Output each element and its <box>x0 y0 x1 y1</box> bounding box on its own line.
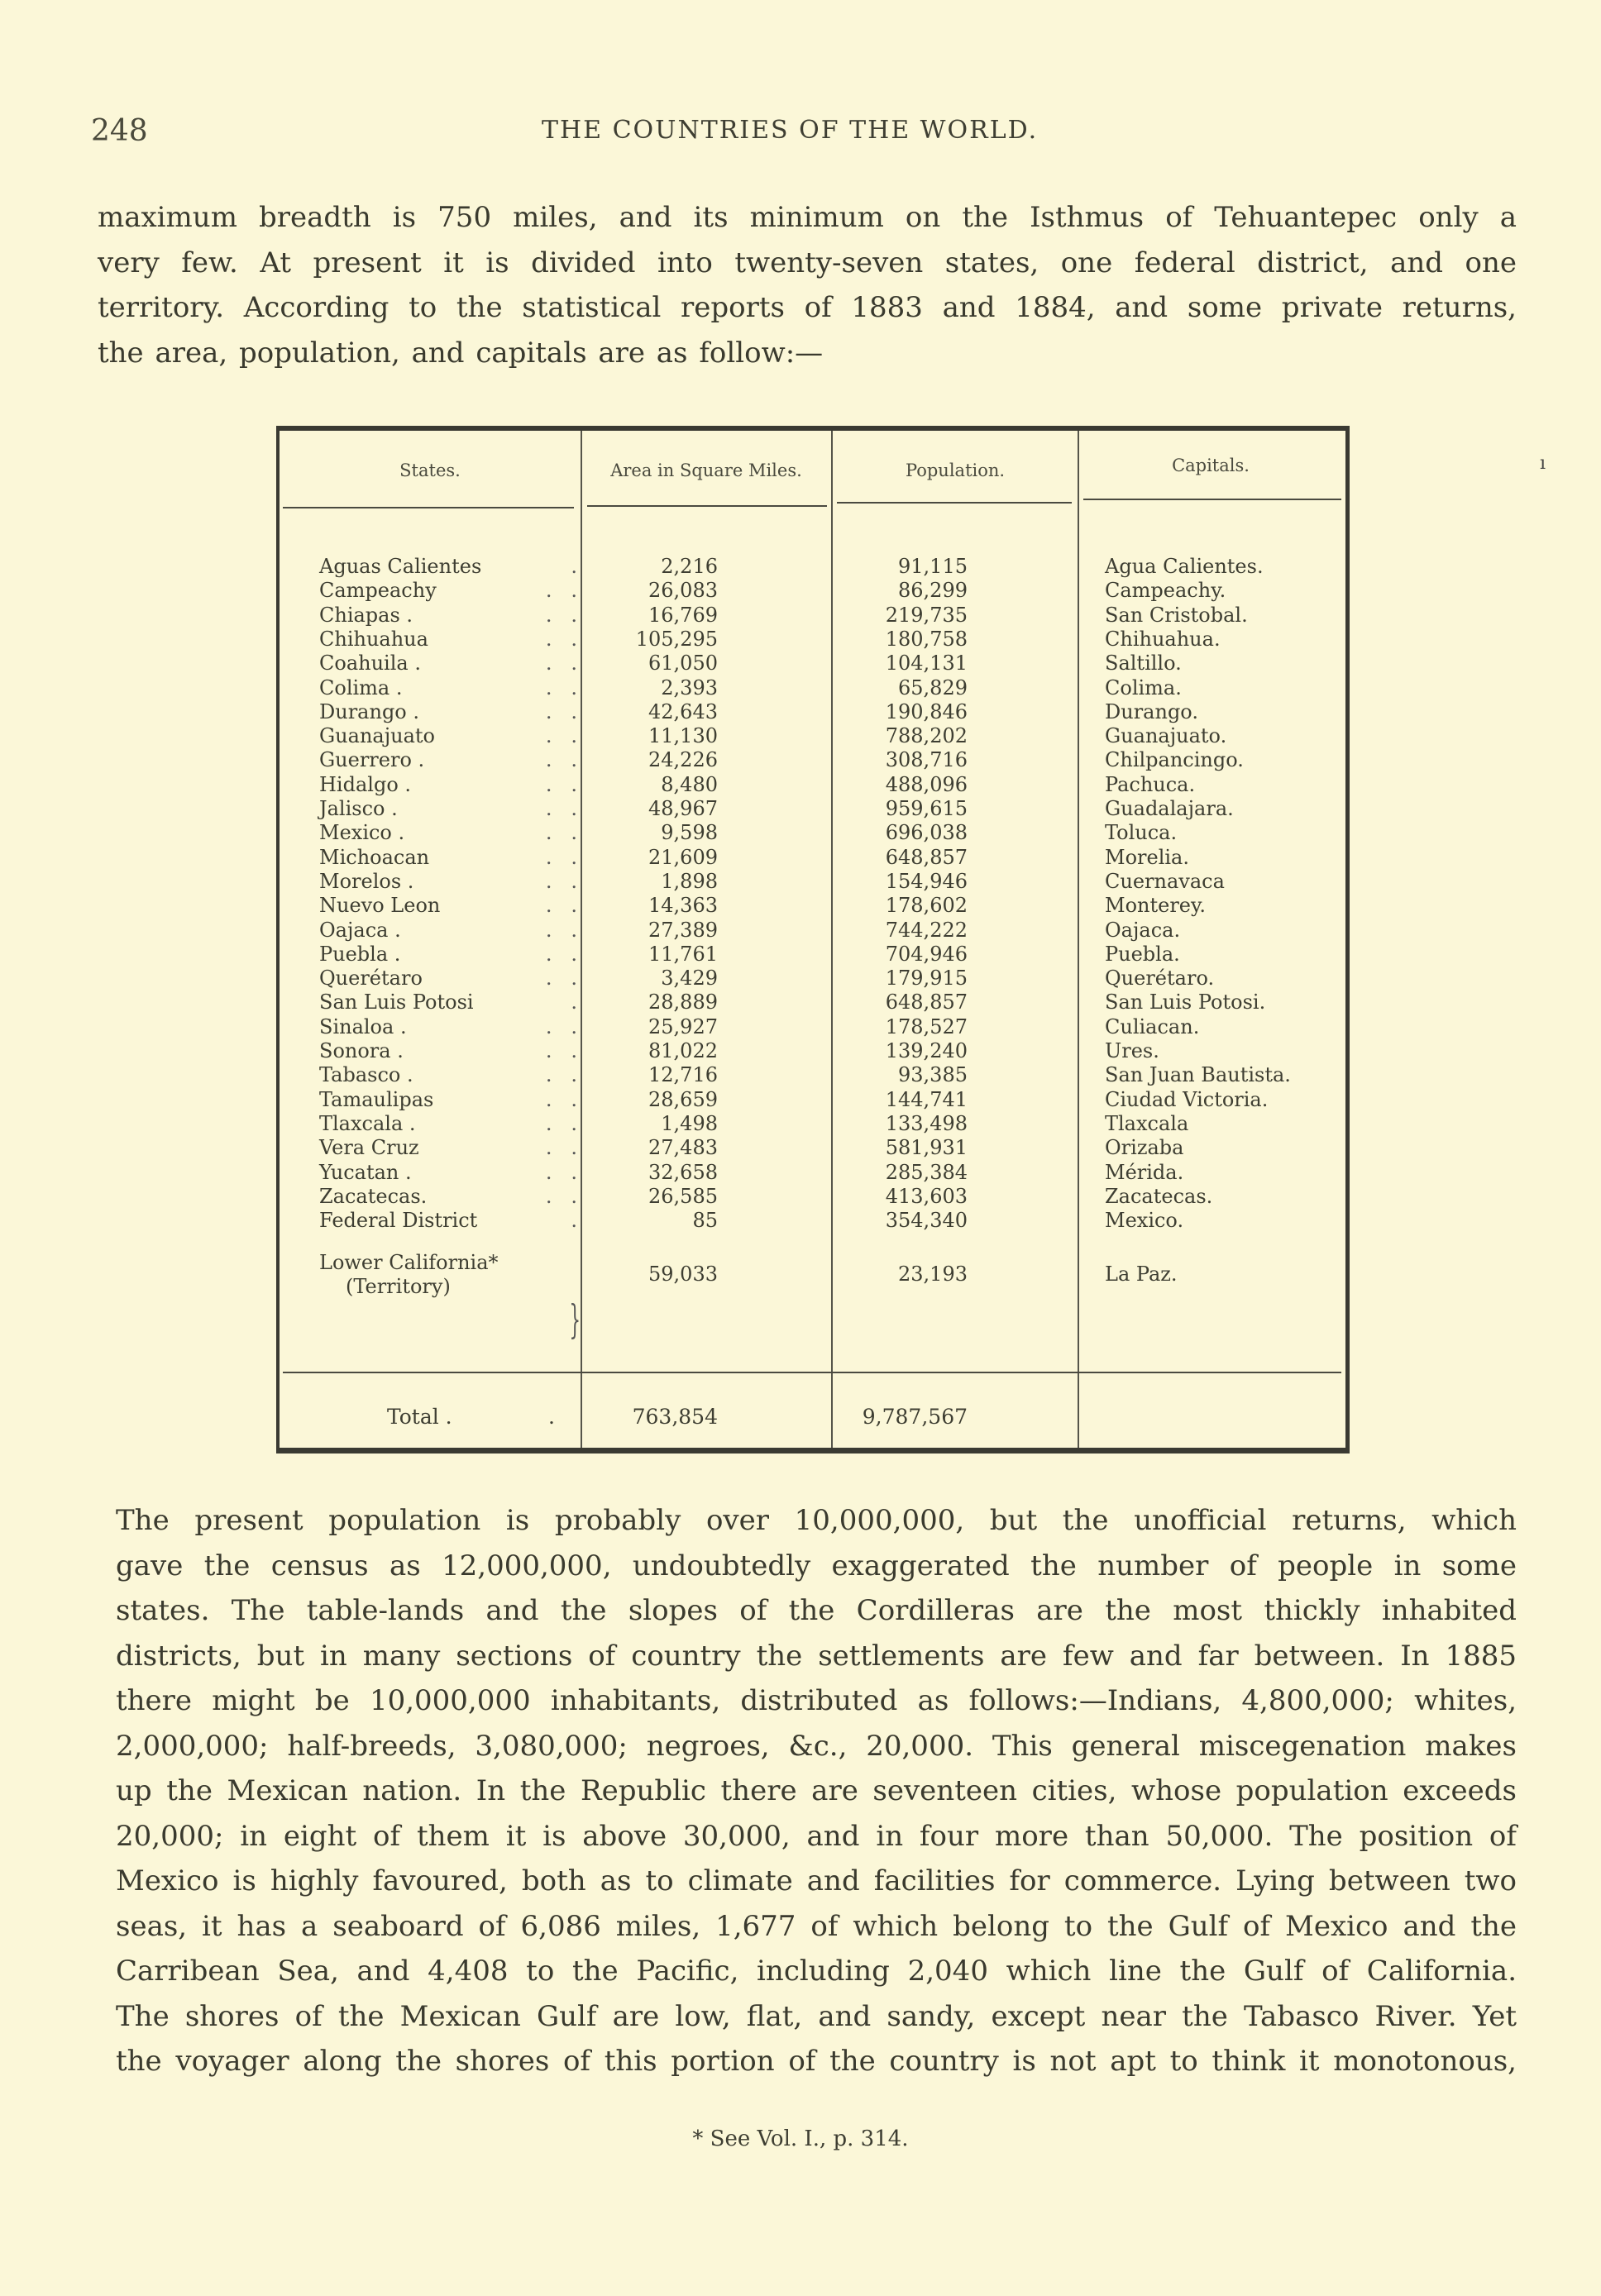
capital-name: Colima. <box>1105 675 1182 699</box>
area-value: 21,609 <box>648 845 718 869</box>
area-value: 81,022 <box>648 1039 718 1062</box>
header-population: Population. <box>905 461 1006 480</box>
table-row <box>280 1185 1345 1209</box>
state-name: Michoacan <box>319 845 430 869</box>
text-line: The present population is probably over 10,000,000, but the unofficial returns, which <box>116 1504 1517 1537</box>
state-name: Yucatan . <box>319 1160 412 1184</box>
population-paragraph <box>98 1498 1517 2084</box>
capital-name: Querétaro. <box>1105 967 1215 990</box>
leader-dots: . . <box>545 1087 577 1111</box>
text-line: districts, but in many sections of country the settlements are few and far between. In 1885 <box>116 1639 1517 1673</box>
table-row-total <box>280 1405 1345 1433</box>
population-value: 285,384 <box>885 1160 968 1184</box>
leader-dots: . . <box>545 869 577 893</box>
leader-dots: . . <box>545 1039 577 1062</box>
population-value: 93,385 <box>898 1063 968 1087</box>
population-value: 308,716 <box>885 748 968 772</box>
state-name: Tabasco . <box>319 1063 413 1087</box>
leader-dots: . . <box>545 1111 577 1135</box>
area-value: 85 <box>692 1209 718 1233</box>
population-value: 139,240 <box>885 1039 968 1062</box>
state-name: Hidalgo . <box>319 772 412 796</box>
table-row <box>280 894 1345 918</box>
state-name: Tlaxcala . <box>319 1111 416 1135</box>
leader-dots: . <box>571 555 577 578</box>
text-line: 2,000,000; half-breeds, 3,080,000; negroes, &c., 20,000. This general miscegenation makes <box>116 1729 1517 1763</box>
table-row <box>280 724 1345 748</box>
population-value: 190,846 <box>885 699 968 723</box>
capital-name: Puebla. <box>1105 942 1180 966</box>
table-row-territory <box>280 1251 1345 1286</box>
leader-dots: . . <box>545 652 577 675</box>
area-value: 26,083 <box>648 579 718 603</box>
table-row <box>280 1063 1345 1087</box>
table-row <box>280 773 1345 797</box>
total-area: 763,854 <box>632 1405 718 1429</box>
table-row <box>280 919 1345 943</box>
capital-name: Saltillo. <box>1105 652 1182 675</box>
leader-dots: . . <box>545 1014 577 1038</box>
state-name: Zacatecas. <box>319 1184 428 1208</box>
text-line: the area, population, and capitals are as follow:— <box>98 336 824 370</box>
states-table <box>276 426 1350 1453</box>
area-value: 1,898 <box>661 869 718 893</box>
capital-name: Guanajuato. <box>1105 724 1227 748</box>
state-name: Nuevo Leon <box>319 894 441 918</box>
table-row-territory-sub <box>280 1275 1345 1299</box>
table-row <box>280 821 1345 845</box>
header-rule <box>1083 499 1341 500</box>
population-value: 91,115 <box>898 555 968 578</box>
area-value: 2,393 <box>661 675 718 699</box>
leader-dots: . . <box>545 918 577 942</box>
capital-name: Mexico. <box>1105 1209 1184 1233</box>
state-subtitle: (Territory) <box>346 1275 451 1298</box>
table-row <box>280 1015 1345 1039</box>
text-line: territory. According to the statistical reports of 1883 and 1884, and some private returns, <box>98 291 1517 324</box>
leader-dots: . . <box>545 772 577 796</box>
capital-name: Durango. <box>1105 699 1198 723</box>
leader-dots: . . <box>545 1160 577 1184</box>
capital-name: Chilpancingo. <box>1105 748 1244 772</box>
table-row <box>280 652 1345 675</box>
state-name: Tamaulipas <box>319 1087 434 1111</box>
capital-name: San Cristobal. <box>1105 603 1248 627</box>
area-value: 26,585 <box>648 1184 718 1208</box>
text-line: states. The table-lands and the slopes of the Cordilleras are the most thickly inhabited <box>116 1594 1517 1627</box>
population-value: 133,498 <box>885 1111 968 1135</box>
area-value: 16,769 <box>648 603 718 627</box>
leader-dots: . . <box>545 1136 577 1160</box>
brace-icon: } <box>569 1296 581 1343</box>
leader-dots: . . <box>545 821 577 845</box>
table-row <box>280 1088 1345 1112</box>
capital-name: San Juan Bautista. <box>1105 1063 1291 1087</box>
header-rule <box>587 505 827 507</box>
state-name: Vera Cruz <box>319 1136 419 1160</box>
area-value: 11,761 <box>648 942 718 966</box>
header-rule <box>283 507 574 508</box>
header-area: Area in Square Miles. <box>610 461 802 480</box>
header-capitals: Capitals. <box>1172 456 1250 475</box>
state-name: Sonora . <box>319 1039 404 1062</box>
text-line: Carribean Sea, and 4,408 to the Pacific, including 2,040 which line the Gulf of California. <box>116 1955 1517 1988</box>
capital-name: Oajaca. <box>1105 918 1181 942</box>
population-value: 704,946 <box>885 942 968 966</box>
state-name: Durango . <box>319 699 420 723</box>
population-value: 488,096 <box>885 772 968 796</box>
population-value: 744,222 <box>885 918 968 942</box>
table-row <box>280 846 1345 870</box>
population-value: 581,931 <box>885 1136 968 1160</box>
capital-name: Morelia. <box>1105 845 1189 869</box>
state-name: Puebla . <box>319 942 401 966</box>
table-row <box>280 990 1345 1014</box>
capital-name: Zacatecas. <box>1105 1184 1213 1208</box>
population-value: 788,202 <box>885 724 968 748</box>
state-name: Campeachy <box>319 579 437 603</box>
total-dots: . <box>548 1405 555 1429</box>
population-value: 648,857 <box>885 990 968 1014</box>
capital-name: San Luis Potosi. <box>1105 990 1266 1014</box>
capital-name: Orizaba <box>1105 1136 1184 1160</box>
area-value: 12,716 <box>648 1063 718 1087</box>
table-row <box>280 1039 1345 1063</box>
state-name: Chiapas . <box>319 603 413 627</box>
text-line: very few. At present it is divided into twenty-seven states, one federal district, and one <box>98 246 1517 279</box>
table-row <box>280 797 1345 821</box>
state-name: Chihuahua <box>319 627 428 651</box>
total-rule <box>283 1372 1341 1373</box>
table-row <box>280 555 1345 579</box>
area-value: 28,889 <box>648 990 718 1014</box>
table-row <box>280 1112 1345 1136</box>
capital-name: Chihuahua. <box>1105 627 1221 651</box>
area-value: 1,498 <box>661 1111 718 1135</box>
running-head: THE COUNTRIES OF THE WORLD. <box>542 116 1039 145</box>
page-number: 248 <box>91 114 148 148</box>
text-line: The shores of the Mexican Gulf are low, flat, and sandy, except near the Tabasco River. Yet <box>116 1999 1517 2033</box>
leader-dots: . . <box>545 699 577 723</box>
capital-name: Monterey. <box>1105 894 1207 918</box>
capital-name: Toluca. <box>1105 821 1178 845</box>
leader-dots: . . <box>545 748 577 772</box>
text-line: maximum breadth is 750 miles, and its minimum on the Isthmus of Tehuantepec only a <box>98 201 1517 234</box>
state-name: Aguas Calientes <box>319 555 482 578</box>
capital-name: Mérida. <box>1105 1160 1184 1184</box>
leader-dots: . . <box>545 1063 577 1087</box>
state-name: Federal District <box>319 1209 478 1233</box>
state-name: Morelos . <box>319 869 414 893</box>
capital-name: Agua Calientes. <box>1105 555 1264 578</box>
capital-name: Culiacan. <box>1105 1014 1200 1038</box>
state-name: San Luis Potosi <box>319 990 474 1014</box>
population-value: 219,735 <box>885 603 968 627</box>
area-value: 42,643 <box>648 699 718 723</box>
population-value: 23,193 <box>898 1263 968 1286</box>
header-rule <box>837 502 1072 504</box>
leader-dots: . . <box>545 894 577 918</box>
leader-dots: . <box>571 1209 577 1233</box>
population-value: 180,758 <box>885 627 968 651</box>
capital-name: Ures. <box>1105 1039 1159 1062</box>
population-value: 65,829 <box>898 675 968 699</box>
area-value: 14,363 <box>648 894 718 918</box>
text-line: seas, it has a seaboard of 6,086 miles, 1,677 of which belong to the Gulf of Mexico and the <box>116 1909 1517 1943</box>
population-value: 104,131 <box>885 652 968 675</box>
area-value: 61,050 <box>648 652 718 675</box>
population-value: 144,741 <box>885 1087 968 1111</box>
population-value: 959,615 <box>885 797 968 820</box>
population-value: 413,603 <box>885 1184 968 1208</box>
leader-dots: . . <box>545 942 577 966</box>
capital-name: Cuernavaca <box>1105 869 1225 893</box>
table-row <box>280 943 1345 967</box>
area-value: 11,130 <box>648 724 718 748</box>
area-value: 59,033 <box>648 1263 718 1286</box>
state-name: Mexico . <box>319 821 405 845</box>
area-value: 27,483 <box>648 1136 718 1160</box>
margin-mark: ı <box>1540 453 1546 474</box>
area-value: 2,216 <box>661 555 718 578</box>
population-value: 178,527 <box>885 1014 968 1038</box>
table-row <box>280 604 1345 628</box>
state-name: Sinaloa . <box>319 1014 407 1038</box>
table-row <box>280 1209 1345 1233</box>
leader-dots: . . <box>545 724 577 748</box>
capital-name: Ciudad Victoria. <box>1105 1087 1269 1111</box>
text-line: the voyager along the shores of this portion of the country is not apt to think it monotonous, <box>116 2045 1517 2078</box>
table-row <box>280 870 1345 894</box>
table-row <box>280 1136 1345 1160</box>
capital-name: Campeachy. <box>1105 579 1226 603</box>
state-name: Colima . <box>319 675 403 699</box>
leader-dots: . . <box>545 579 577 603</box>
table-row <box>280 676 1345 700</box>
population-value: 696,038 <box>885 821 968 845</box>
population-value: 648,857 <box>885 845 968 869</box>
state-name: Querétaro <box>319 967 423 990</box>
leader-dots: . . <box>545 797 577 820</box>
text-line: gave the census as 12,000,000, undoubtedly exaggerated the number of people in some <box>116 1549 1517 1582</box>
table-row <box>280 967 1345 990</box>
leader-dots: . <box>571 990 577 1014</box>
leader-dots: . . <box>545 1184 577 1208</box>
table-row <box>280 579 1345 603</box>
table-row <box>280 1161 1345 1185</box>
text-line: 20,000; in eight of them it is above 30,000, and in four more than 50,000. The position of <box>116 1819 1517 1853</box>
population-value: 86,299 <box>898 579 968 603</box>
state-name: Coahuila . <box>319 652 421 675</box>
capital-name: Tlaxcala <box>1105 1111 1189 1135</box>
leader-dots: . . <box>545 675 577 699</box>
state-name: Lower California* <box>319 1251 499 1274</box>
footnote: * See Vol. I., p. 314. <box>692 2127 909 2151</box>
area-value: 3,429 <box>661 967 718 990</box>
total-label: Total . <box>387 1405 452 1429</box>
area-value: 24,226 <box>648 748 718 772</box>
header-states: States. <box>399 461 461 480</box>
population-value: 354,340 <box>885 1209 968 1233</box>
area-value: 28,659 <box>648 1087 718 1111</box>
text-line: Mexico is highly favoured, both as to climate and facilities for commerce. Lying between two <box>116 1864 1517 1897</box>
population-value: 179,915 <box>885 967 968 990</box>
table-row <box>280 628 1345 652</box>
population-value: 154,946 <box>885 869 968 893</box>
population-value: 178,602 <box>885 894 968 918</box>
table-row <box>280 700 1345 724</box>
capital-name: Guadalajara. <box>1105 797 1234 820</box>
area-value: 27,389 <box>648 918 718 942</box>
total-population: 9,787,567 <box>862 1405 968 1429</box>
capital-name: Pachuca. <box>1105 772 1196 796</box>
state-name: Guanajuato <box>319 724 436 748</box>
state-name: Oajaca . <box>319 918 401 942</box>
text-line: up the Mexican nation. In the Republic there are seventeen cities, whose population exceeds <box>116 1774 1517 1807</box>
area-value: 48,967 <box>648 797 718 820</box>
leader-dots: . . <box>545 603 577 627</box>
state-name: Jalisco . <box>319 797 398 820</box>
intro-paragraph <box>98 195 1517 375</box>
area-value: 8,480 <box>661 772 718 796</box>
area-value: 105,295 <box>635 627 718 651</box>
area-value: 25,927 <box>648 1014 718 1038</box>
leader-dots: . . <box>545 627 577 651</box>
leader-dots: . . <box>545 845 577 869</box>
text-line: there might be 10,000,000 inhabitants, distributed as follows:—Indians, 4,800,000; whites, <box>116 1684 1517 1717</box>
state-name: Guerrero . <box>319 748 425 772</box>
capital-name: La Paz. <box>1105 1263 1178 1286</box>
area-value: 32,658 <box>648 1160 718 1184</box>
leader-dots: . . <box>545 967 577 990</box>
table-row <box>280 748 1345 772</box>
area-value: 9,598 <box>661 821 718 845</box>
